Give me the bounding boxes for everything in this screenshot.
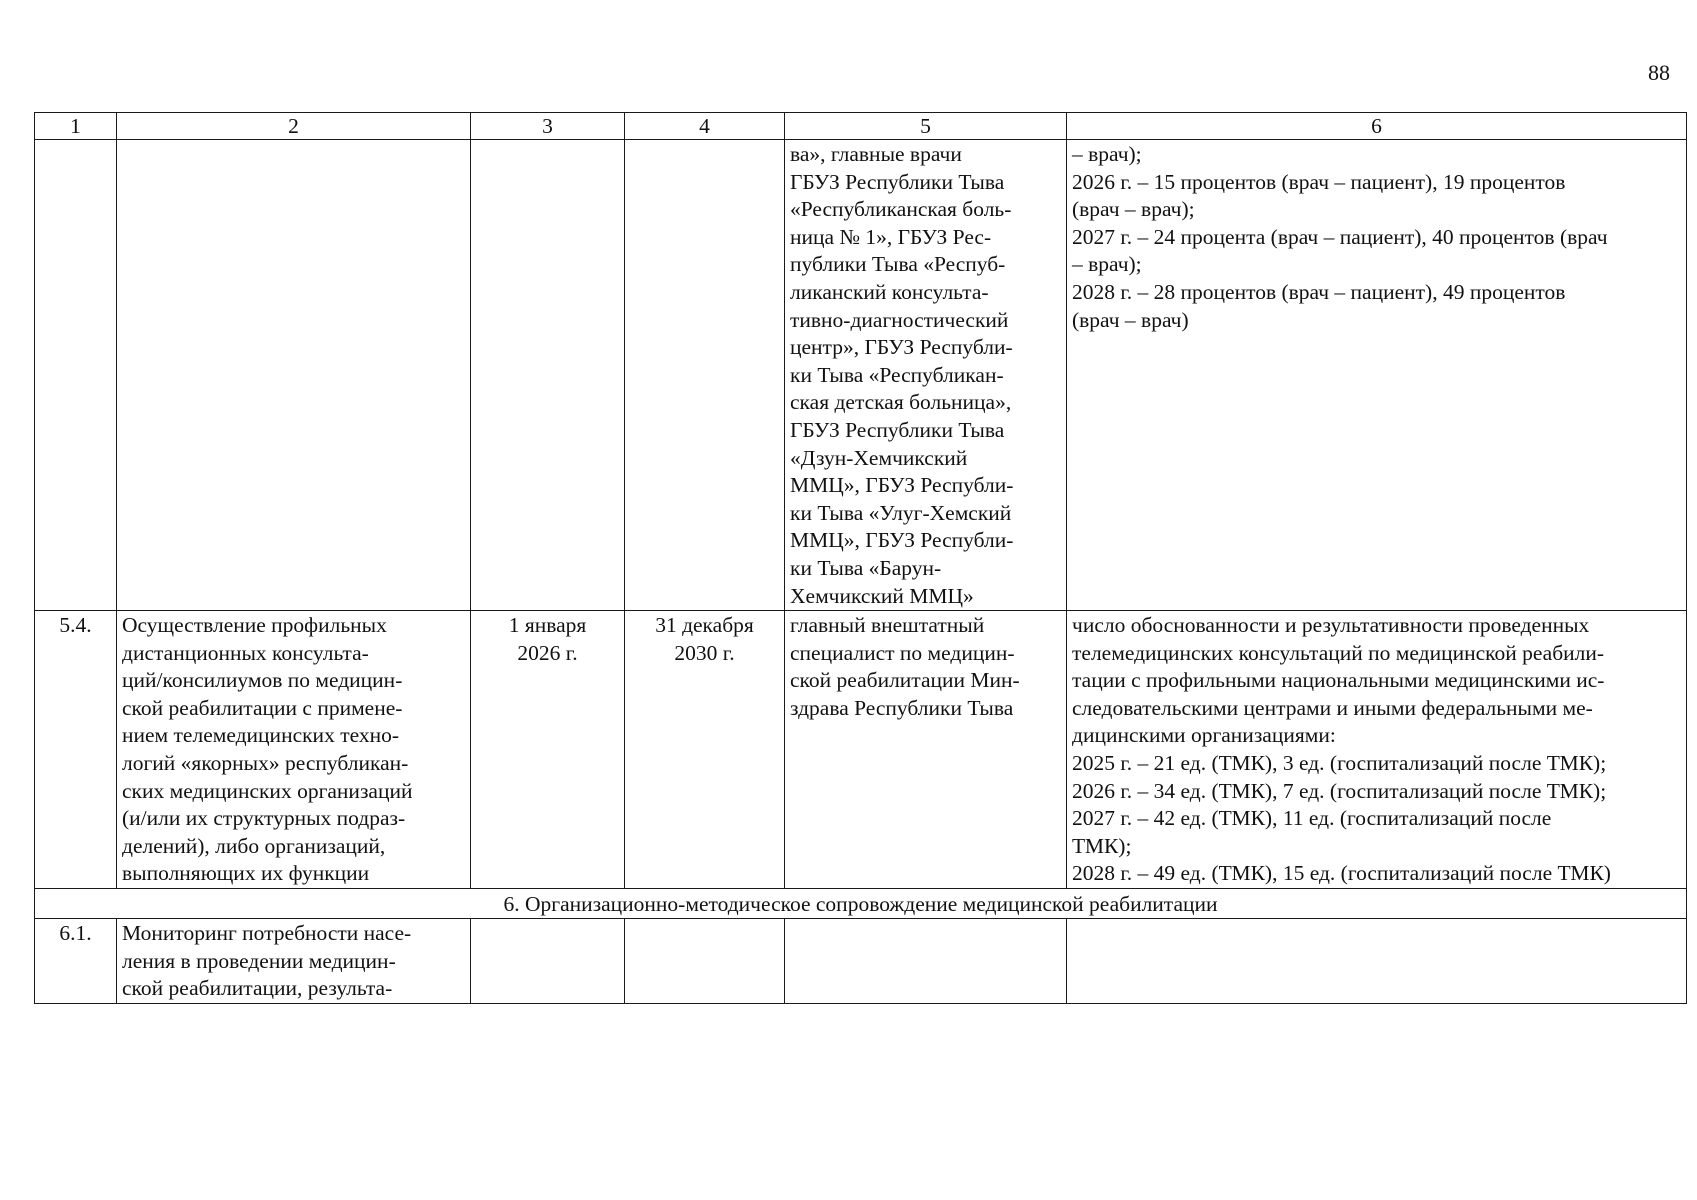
row-5-4-indicator-line: тации с профильными национальными медицинскими ис-: [1072, 668, 1605, 693]
row-5-4-activity-line: делений), либо организаций,: [122, 833, 386, 858]
cont-col-5-line: ки Тыва «Барун-: [790, 555, 942, 580]
row-6-1-activity: [117, 919, 471, 1004]
row-6-1-number: 6.1.: [35, 919, 117, 1004]
row-5-4-activity-line: логий «якорных» республикан-: [122, 751, 409, 776]
cont-col-5-line: ница № 1», ГБУЗ Рес-: [790, 224, 992, 249]
cont-col-5-line: ская детская больница»,: [790, 390, 1012, 415]
cont-col-6-line: (врач – врач): [1072, 307, 1189, 332]
row-5-4-end-date: [625, 611, 785, 889]
row-5-4-end-date-line: 2030 г.: [674, 640, 735, 665]
row-5-4-indicator-line: 2027 г. – 42 ед. (ТМК), 11 ед. (госпитализаций после: [1072, 806, 1552, 831]
table-row-6-1: [35, 919, 1687, 1004]
row-5-4-executor-line: ской реабилитации Мин-: [790, 668, 1020, 693]
row-5-4-activity-line: выполняющих их функции: [122, 861, 370, 886]
row-5-4-activity-line: нием телемедицинских техно-: [122, 723, 400, 748]
row-5-4-activity-line: ской реабилитации с примене-: [122, 695, 403, 720]
cont-col-5-line: ГБУЗ Республики Тыва: [790, 169, 1005, 194]
table-header: [35, 113, 1687, 140]
row-5-4-activity: [117, 611, 471, 889]
header-col-3: 3: [471, 113, 625, 140]
header-col-6: 6: [1067, 113, 1687, 140]
cont-col-5-line: «Республиканская боль-: [790, 197, 1012, 222]
row-5-4-end-date-line: 31 декабря: [655, 613, 754, 638]
cont-col-6-line: (врач – врач);: [1072, 197, 1195, 222]
cont-col-5-line: «Дзун-Хемчикский: [790, 445, 968, 470]
cont-col-2: [117, 140, 471, 611]
cont-col-5-line: ки Тыва «Республикан-: [790, 362, 1004, 387]
plan-table: [34, 112, 1687, 1004]
row-6-1-activity-line: ления в проведении медицин-: [122, 948, 396, 973]
page-number: 88: [1648, 60, 1670, 85]
row-5-4-activity-line: дистанционных консульта-: [122, 640, 369, 665]
table-row-5-4: [35, 611, 1687, 889]
row-6-1-activity-line: ской реабилитации, результа-: [122, 976, 393, 1001]
cont-col-5-line: тивно-диагностический: [790, 307, 1009, 332]
cont-col-5-line: Хемчикский ММЦ»: [790, 583, 974, 608]
header-col-4: 4: [625, 113, 785, 140]
cont-col-5-line: ГБУЗ Республики Тыва: [790, 417, 1005, 442]
row-5-4-start-date-line: 1 января: [508, 613, 587, 638]
row-6-1-indicator: [1067, 919, 1687, 1004]
row-5-4-start-date-line: 2026 г.: [517, 640, 578, 665]
cont-col-6-line: 2027 г. – 24 процента (врач – пациент), 40 процентов (врач: [1072, 224, 1608, 249]
row-5-4-executor-line: главный внештатный: [790, 613, 985, 638]
row-5-4-indicator-line: ТМК);: [1072, 833, 1132, 858]
cont-col-5-line: ва», главные врачи: [790, 142, 962, 166]
cont-col-6-line: – врач);: [1072, 142, 1142, 166]
table-row-continuation: [35, 140, 1687, 611]
row-6-1-activity-line: Мониторинг потребности насе-: [122, 921, 412, 946]
header-row: [35, 113, 1687, 140]
row-5-4-activity-line: (и/или их структурных подраз-: [122, 806, 406, 831]
row-5-4-indicator-line: следовательскими центрами и иными федеральными ме-: [1072, 695, 1593, 720]
cont-col-6-line: – врач);: [1072, 252, 1142, 277]
cont-col-5-line: ММЦ», ГБУЗ Республи-: [790, 528, 1014, 553]
row-5-4-indicator-line: дицинскими организациями:: [1072, 723, 1336, 748]
row-5-4-indicator: [1067, 611, 1687, 889]
header-col-1: 1: [35, 113, 117, 140]
row-5-4-indicator-line: 2025 г. – 21 ед. (ТМК), 3 ед. (госпитализаций после ТМК);: [1072, 751, 1607, 776]
row-5-4-number: 5.4.: [35, 611, 117, 889]
row-6-1-end-date: [625, 919, 785, 1004]
cont-col-1: [35, 140, 117, 611]
row-5-4-activity-line: ских медицинских организаций: [122, 778, 413, 803]
cont-col-6-indicators: [1067, 140, 1687, 611]
cont-col-5-executors: [785, 140, 1067, 611]
row-5-4-executor-line: специалист по медицин-: [790, 640, 1015, 665]
row-5-4-activity-line: Осуществление профильных: [122, 613, 387, 638]
cont-col-4: [625, 140, 785, 611]
row-5-4-executor: [785, 611, 1067, 889]
row-5-4-indicator-line: 2028 г. – 49 ед. (ТМК), 15 ед. (госпитализаций после ТМК): [1072, 861, 1611, 886]
section-6-title: 6. Организационно-методическое сопровождение медицинской реабилитации: [35, 889, 1687, 919]
row-5-4-start-date: [471, 611, 625, 889]
row-6-1-start-date: [471, 919, 625, 1004]
row-5-4-indicator-line: телемедицинских консультаций по медицинской реабили-: [1072, 640, 1605, 665]
row-5-4-indicator-line: число обоснованности и результативности проведенных: [1072, 613, 1590, 638]
cont-col-5-line: ММЦ», ГБУЗ Республи-: [790, 473, 1014, 498]
cont-col-6-line: 2028 г. – 28 процентов (врач – пациент), 49 процентов: [1072, 279, 1566, 304]
cont-col-6-line: 2026 г. – 15 процентов (врач – пациент), 19 процентов: [1072, 169, 1566, 194]
cont-col-5-line: центр», ГБУЗ Республи-: [790, 335, 1013, 360]
row-5-4-executor-line: здрава Республики Тыва: [790, 695, 1014, 720]
cont-col-5-line: ликанский консульта-: [790, 279, 989, 304]
cont-col-3: [471, 140, 625, 611]
row-6-1-executor: [785, 919, 1067, 1004]
header-col-5: 5: [785, 113, 1067, 140]
row-5-4-activity-line: ций/консилиумов по медицин-: [122, 668, 403, 693]
row-5-4-indicator-line: 2026 г. – 34 ед. (ТМК), 7 ед. (госпитализаций после ТМК);: [1072, 778, 1607, 803]
cont-col-5-line: ки Тыва «Улуг-Хемский: [790, 500, 1012, 525]
section-6-row: [35, 889, 1687, 919]
header-col-2: 2: [117, 113, 471, 140]
cont-col-5-line: публики Тыва «Респуб-: [790, 252, 1006, 277]
